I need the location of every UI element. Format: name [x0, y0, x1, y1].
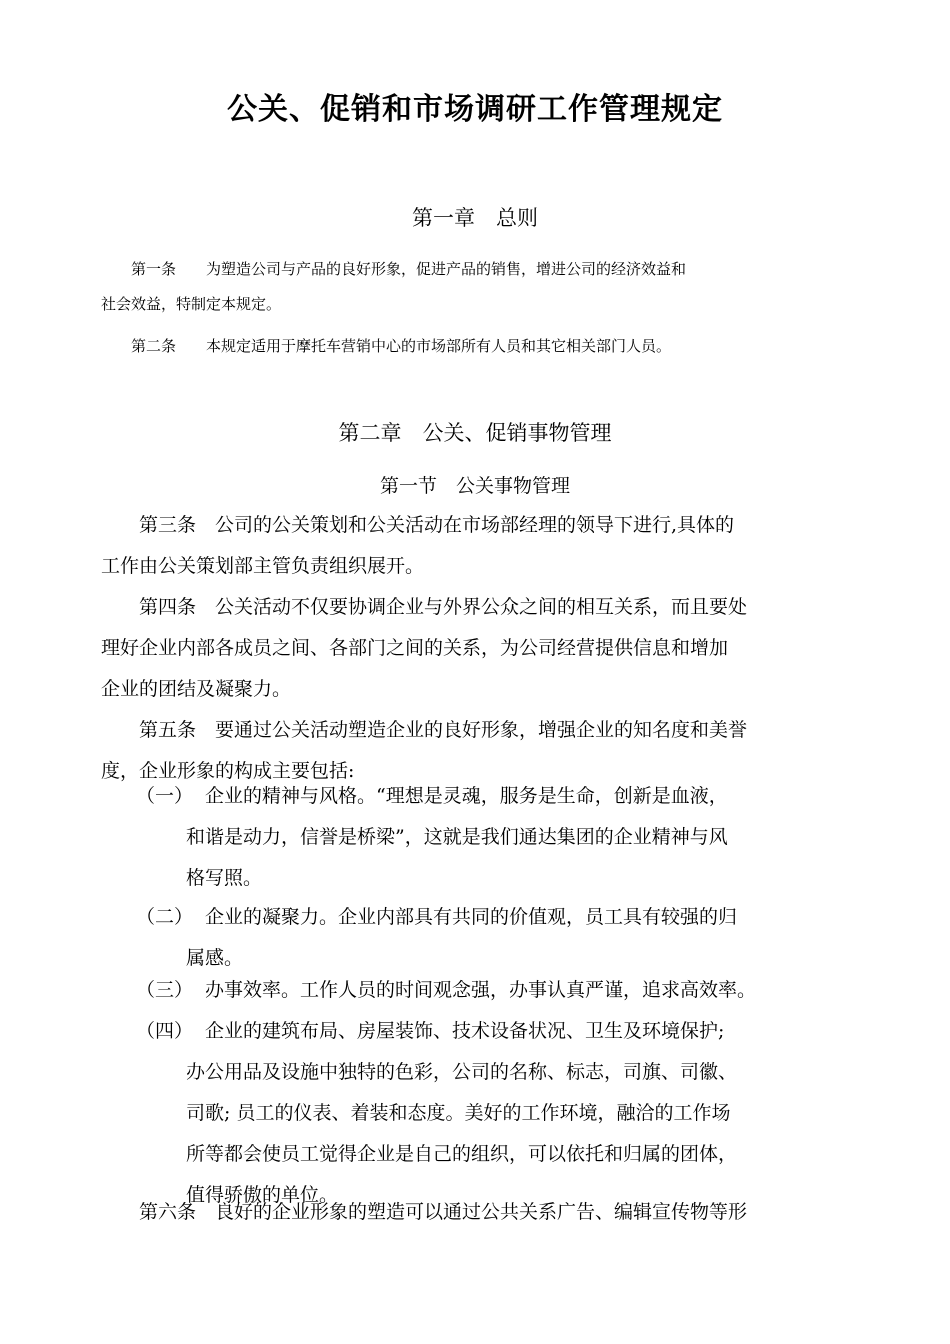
list-item-text: 办事效率。工作人员的时间观念强，办事认真严谨，追求高效率。: [186, 979, 757, 1001]
list-item-label: （一）: [136, 785, 194, 807]
article-6: 第六条 良好的企业形象的塑造可以通过公共关系广告、编辑宣传物等形: [101, 1201, 748, 1223]
list-item-text: 企业的建筑布局、房屋装饰、技术设备状况、卫生及环境保护; 办公用品及设施中独特的色彩，公司的名称、标志，司旗、司徽、 司歌; 员工的仪表、着装和态度。美好的工作环境，融洽的工作场 所等都会使员工觉得企业是自己的组织，可以依托和归属的团体， 值得骄傲的单位。: [186, 1020, 738, 1206]
article-2: 第二条 本规定适用于摩托车营销中心的市场部所有人员和其它相关部门人员。: [101, 337, 672, 355]
article-5: 第五条 要通过公关活动塑造企业的良好形象，增强企业的知名度和美誉 度，企业形象的构成主要包括:: [101, 719, 748, 782]
list-item-label: （三）: [136, 979, 194, 1001]
section-1-heading: 第一节 公关事物管理: [379, 475, 570, 497]
article-4: 第四条 公关活动不仅要协调企业与外界公众之间的相互关系，而且要处 理好企业内部各成员之间、各部门之间的关系，为公司经营提供信息和增加 企业的团结及凝聚力。: [101, 596, 748, 700]
list-item-label: （二）: [136, 906, 194, 928]
list-item-text: 企业的精神与风格。“理想是灵魂，服务是生命，创新是血液， 和谐是动力，信誉是桥梁”，这就是我们通达集团的企业精神与风 格写照。: [186, 785, 728, 889]
list-item-text: 企业的凝聚力。企业内部具有共同的价值观，员工具有较强的归 属感。: [186, 906, 738, 969]
chapter-2-heading: 第二章 公关、促销事物管理: [338, 421, 612, 445]
list-item-label: （四）: [136, 1020, 194, 1042]
article-3: 第三条 公司的公关策划和公关活动在市场部经理的领导下进行,具体的 工作由公关策划部主管负责组织展开。: [101, 514, 735, 577]
chapter-1-heading: 第一章 总则: [412, 206, 538, 230]
article-1: 第一条 为塑造公司与产品的良好形象，促进产品的销售，增进公司的经济效益和 社会效益，特制定本规定。: [101, 260, 687, 313]
document-title: 公关、促销和市场调研工作管理规定: [227, 92, 723, 127]
